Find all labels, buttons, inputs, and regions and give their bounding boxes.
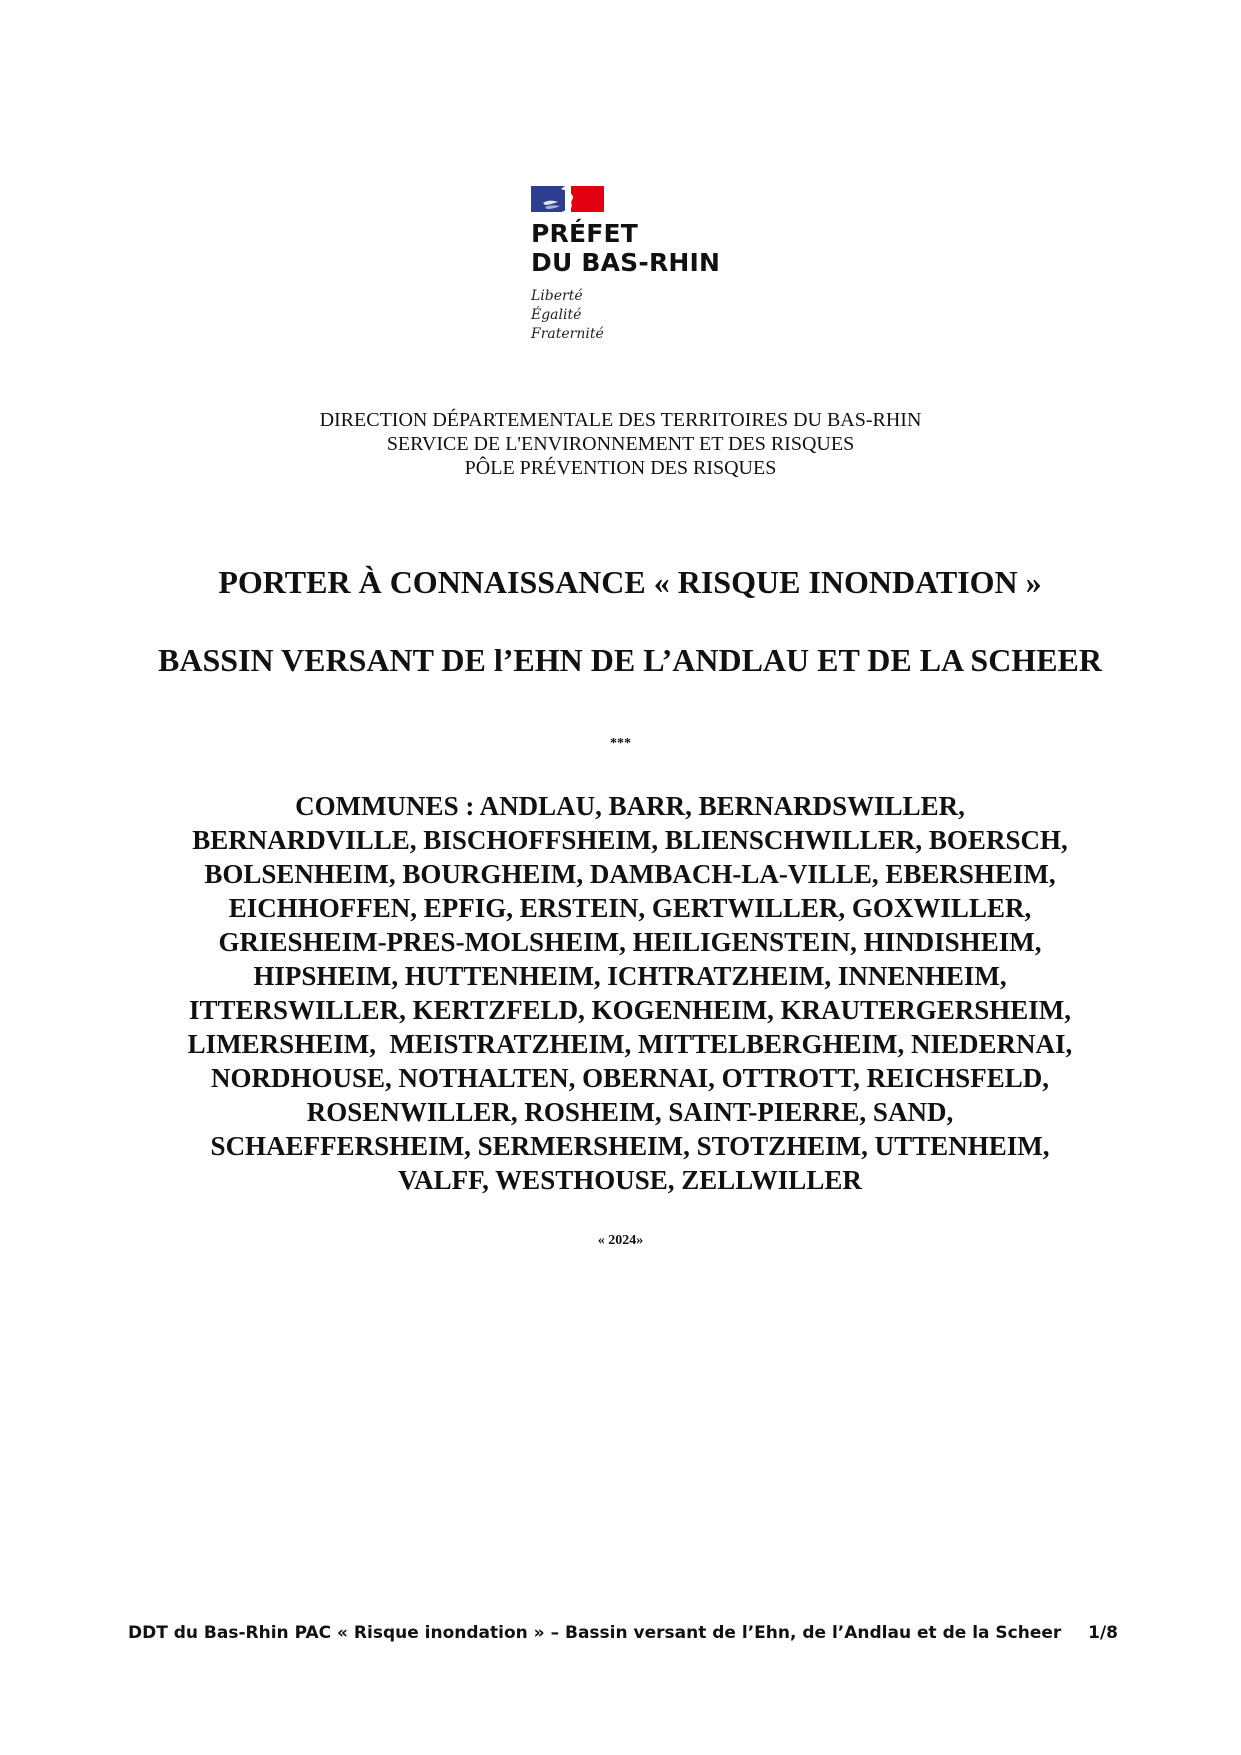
service-line: SERVICE DE L'ENVIRONNEMENT ET DES RISQUES bbox=[386, 433, 855, 455]
motto-egalite: Égalité bbox=[531, 307, 582, 323]
republic-motto bbox=[531, 287, 771, 344]
communes-line: GRIESHEIM-PRES-MOLSHEIM, HEILIGENSTEIN, HINDISHEIM, bbox=[218, 927, 1042, 957]
prefet-logo bbox=[531, 186, 771, 344]
pole-line: PÔLE PRÉVENTION DES RISQUES bbox=[464, 457, 777, 479]
communes-line: LIMERSHEIM, MEISTRATZHEIM, MITTELBERGHEIM, NIEDERNAI, bbox=[187, 1029, 1073, 1059]
motto-fraternite: Fraternité bbox=[531, 326, 604, 342]
communes-line: HIPSHEIM, HUTTENHEIM, ICHTRATZHEIM, INNENHEIM, bbox=[253, 961, 1007, 991]
motto-liberte: Liberté bbox=[531, 288, 583, 304]
communes-line: VALFF, WESTHOUSE, ZELLWILLER bbox=[398, 1165, 862, 1195]
prefet-title-line2: DU BAS-RHIN bbox=[531, 248, 721, 277]
prefet-title bbox=[531, 219, 771, 277]
prefet-title-line1: PRÉFET bbox=[531, 219, 639, 248]
directorate-header bbox=[0, 408, 1241, 480]
document-subtitle: BASSIN VERSANT DE l’EHN DE L’ANDLAU ET DE LA SCHEER bbox=[158, 642, 1102, 678]
communes-list bbox=[120, 789, 1140, 1197]
communes-line: BOLSENHEIM, BOURGHEIM, DAMBACH-LA-VILLE, EBERSHEIM, bbox=[204, 859, 1056, 889]
document-title: PORTER À CONNAISSANCE « RISQUE INONDATION » bbox=[218, 564, 1042, 600]
communes-line: ITTERSWILLER, KERTZFELD, KOGENHEIM, KRAUTERGERSHEIM, bbox=[189, 995, 1071, 1025]
communes-line: BERNARDVILLE, BISCHOFFSHEIM, BLIENSCHWILLER, BOERSCH, bbox=[192, 825, 1068, 855]
footer-text: DDT du Bas-Rhin PAC « Risque inondation » – Bassin versant de l’Ehn, de l’Andlau et de la Scheer bbox=[128, 1623, 1062, 1643]
page-number: 1/8 bbox=[1088, 1623, 1118, 1643]
document-year: « 2024» bbox=[597, 1233, 644, 1248]
marianne-flag-icon bbox=[531, 186, 604, 212]
separator: *** bbox=[610, 736, 631, 751]
communes-line: ROSENWILLER, ROSHEIM, SAINT-PIERRE, SAND, bbox=[306, 1097, 954, 1127]
communes-line: EICHHOFFEN, EPFIG, ERSTEIN, GERTWILLER, GOXWILLER, bbox=[228, 893, 1032, 923]
directorate-line: DIRECTION DÉPARTEMENTALE DES TERRITOIRES DU BAS-RHIN bbox=[319, 409, 922, 431]
page-footer bbox=[128, 1620, 1118, 1646]
communes-line: SCHAEFFERSHEIM, SERMERSHEIM, STOTZHEIM, UTTENHEIM, bbox=[210, 1131, 1050, 1161]
communes-line: NORDHOUSE, NOTHALTEN, OBERNAI, OTTROTT, REICHSFELD, bbox=[211, 1063, 1049, 1093]
communes-line: COMMUNES : ANDLAU, BARR, BERNARDSWILLER, bbox=[295, 791, 965, 821]
